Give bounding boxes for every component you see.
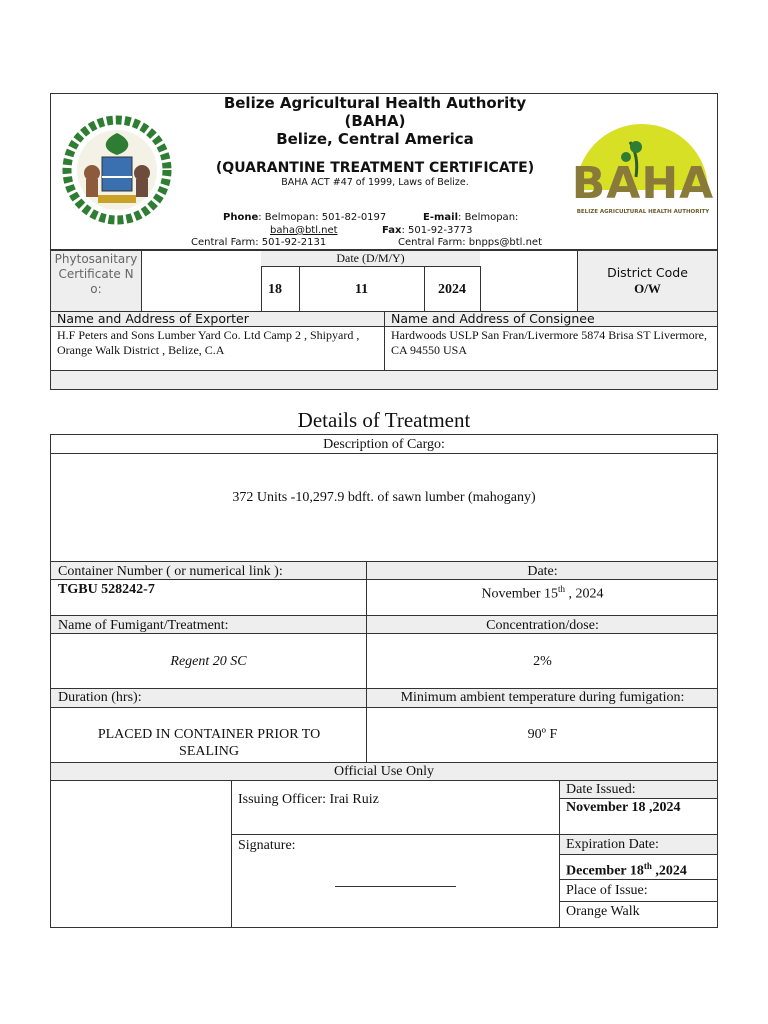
divider [50,707,718,708]
date-issued-label: Date Issued: [566,782,636,797]
concentration-label: Concentration/dose: [486,618,599,633]
act-reference: BAHA ACT #47 of 1999, Laws of Belize. [281,177,469,188]
signature-line [335,886,456,887]
coat-of-arms-emblem [62,115,172,225]
phone-value: : Belmopan: 501-82-0197 [258,212,387,223]
official-use-title: Official Use Only [333,764,435,779]
cargo-label: Description of Cargo: [323,437,445,452]
email-label: E-mail [423,212,459,223]
email-address-link[interactable]: baha@btl.net [270,225,338,236]
date-issued-value: November 18 ,2024 [566,800,681,815]
divider [50,453,718,454]
divider [559,901,718,902]
min-temp-value: 90º F [527,727,558,742]
document-title: (QUARANTINE TREATMENT CERTIFICATE) [215,160,535,176]
date-year: 2024 [438,282,466,297]
container-number-label: Container Number ( or numerical link ): [58,564,283,579]
expiration-suffix: th [643,861,652,871]
expiration-day: December 18 [566,863,644,879]
divider [559,854,718,855]
fax-value: : 501-92-3773 [401,225,473,236]
section-title-treatment: Details of Treatment [297,408,471,432]
org-name: Belize Agricultural Health Authority [223,94,527,112]
fumigant-value: Regent 20 SC [170,654,247,669]
divider [50,579,718,580]
blank-row [51,371,717,389]
expiration-label: Expiration Date: [566,837,659,852]
treatment-date-day: November 15 [481,586,559,602]
treatment-date-year: , 2024 [565,586,604,602]
duration-value: PLACED IN CONTAINER PRIOR TO SEALING [97,727,321,759]
central-farm-email: Central Farm: bnpps@btl.net [398,237,543,248]
baha-logo-text: BAHA [571,158,715,209]
place-of-issue-value: Orange Walk [566,904,640,919]
treatment-date-value [367,581,718,603]
min-temp-label: Minimum ambient temperature during fumigation: [400,690,685,705]
divider [261,266,480,267]
expiration-value [566,858,687,880]
exporter-value: H.F Peters and Sons Lumber Yard Co. Ltd Camp 2 , Shipyard , Orange Walk District , Belize, C.A [57,328,360,357]
email-line [423,211,518,224]
divider [559,879,718,880]
date-dmy-label: Date (D/M/Y) [336,251,405,265]
divider [366,561,367,762]
fumigant-label: Name of Fumigant/Treatment: [58,618,229,633]
place-of-issue-label: Place of Issue: [566,883,648,898]
concentration-value: 2% [533,654,552,669]
treatment-date-suffix: th [558,584,566,594]
expiration-year: ,2024 [651,863,687,879]
divider [480,266,481,311]
duration-label: Duration (hrs): [58,690,142,705]
date-day: 18 [268,282,282,297]
phyto-certificate-label: Phytosanitary Certificate No: [54,252,138,296]
phone-line [223,211,386,224]
divider [141,251,142,311]
district-code-value: O/W [634,281,661,296]
date-month: 11 [354,282,369,297]
cargo-description: 372 Units -10,297.9 bdft. of sawn lumber (mahogany) [232,490,536,505]
fax-label: Fax [382,225,402,236]
divider [231,780,232,928]
district-code-label: District Code [607,265,688,280]
org-location: Belize, Central America [276,130,474,148]
divider [384,312,385,370]
exporter-label: Name and Address of Exporter [57,311,249,326]
email-value: : Belmopan: [458,212,519,223]
treatment-date-label: Date: [527,564,558,579]
consignee-label: Name and Address of Consignee [391,311,595,326]
divider [50,633,718,634]
issuing-officer: Issuing Officer: Irai Ruiz [238,792,379,807]
signature-label: Signature: [238,838,296,853]
org-abbreviation: (BAHA) [344,112,406,130]
phone-label: Phone [223,212,259,223]
container-number-value: TGBU 528242-7 [58,582,155,597]
baha-logo-subtext: BELIZE AGRICULTURAL HEALTH AUTHORITY [576,209,710,215]
consignee-value: Hardwoods USLP San Fran/Livermore 5874 Brisa ST Livermore, CA 94550 USA [391,328,707,357]
central-farm-phone: Central Farm: 501-92-2131 [191,237,327,248]
divider [261,266,262,311]
